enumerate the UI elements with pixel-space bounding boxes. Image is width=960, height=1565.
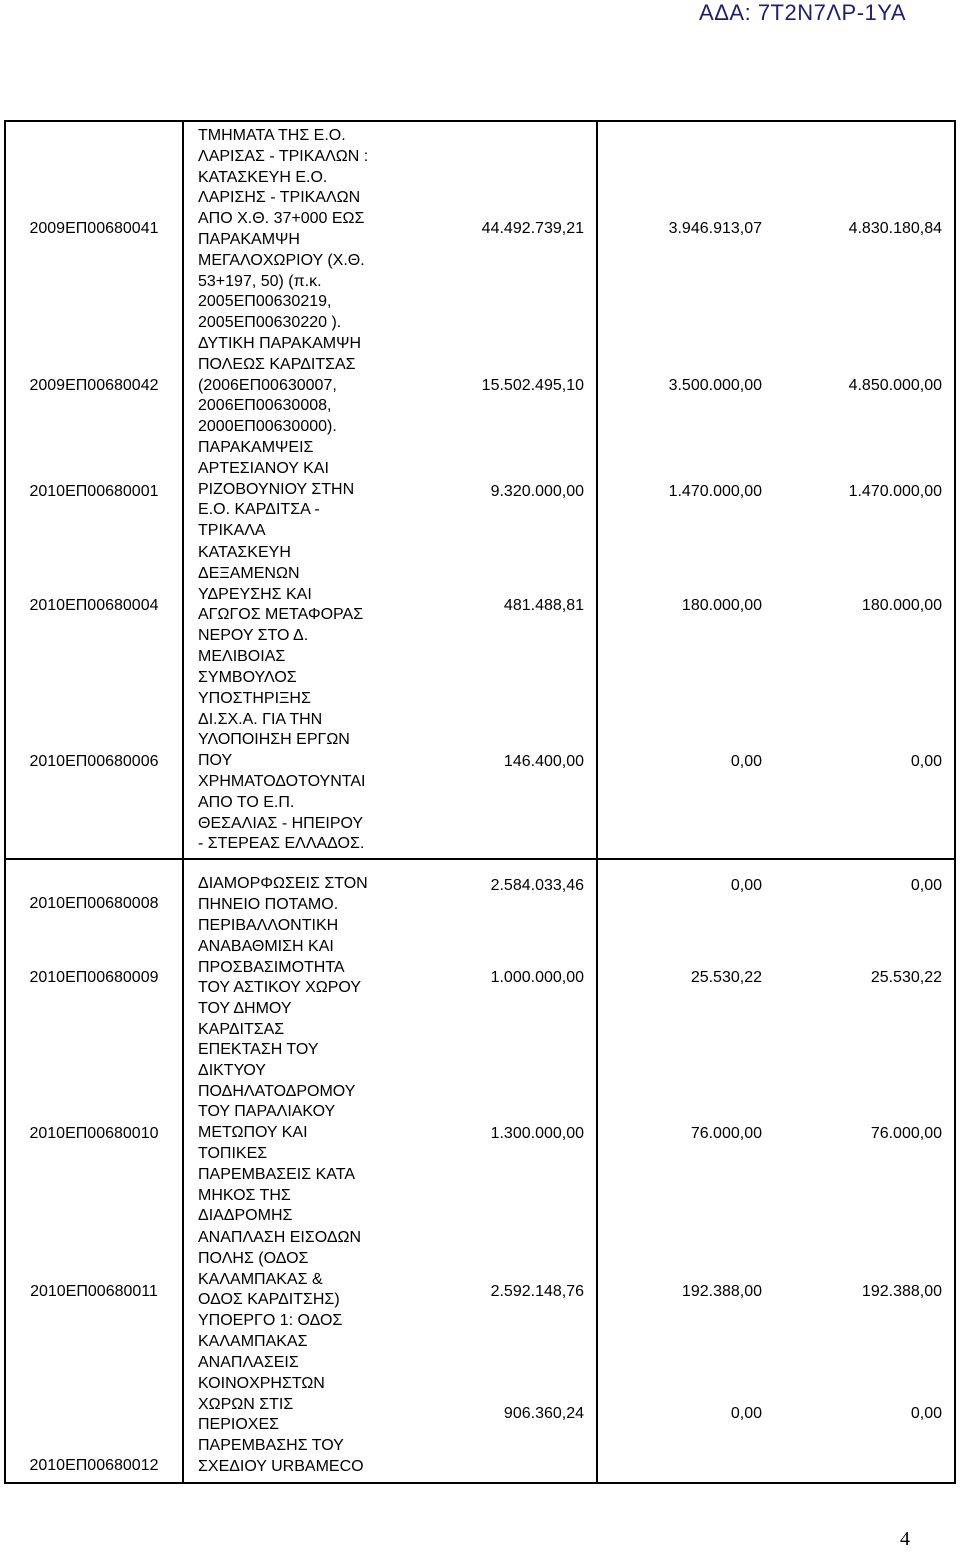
budget-table	[4, 120, 956, 1484]
amount-1: 44.492.739,21	[481, 220, 584, 237]
amount-3: 0,00	[910, 877, 942, 894]
project-code: 2009ΕΠ00680042	[29, 377, 159, 394]
amount-3: 76.000,00	[870, 1125, 942, 1142]
project-description: ΔΙΑΜΟΡΦΩΣΕΙΣ ΣΤΟΝ ΠΗΝΕΙΟ ΠΟΤΑΜΟ.	[198, 875, 368, 913]
project-description: ΚΑΤΑΣΚΕΥΗ ΔΕΞΑΜΕΝΩΝ ΥΔΡΕΥΣΗΣ ΚΑΙ ΑΓΩΓΟΣ ΜΕΤΑΦΟΡΑΣ ΝΕΡΟΥ ΣΤΟ Δ. ΜΕΛΙΒΟΙΑΣ	[198, 544, 364, 665]
amount-1: 146.400,00	[503, 753, 584, 770]
amount-1: 1.000.000,00	[490, 969, 584, 986]
project-description: ΑΝΑΠΛΑΣΗ ΕΙΣΟΔΩΝ ΠΟΛΗΣ (ΟΔΟΣ ΚΑΛΑΜΠΑΚΑΣ & ΟΔΟΣ ΚΑΡΔΙΤΣΗΣ) ΥΠΟΕΡΓΟ 1: ΟΔΟΣ ΚΑΛΑΜΠΑΚΑΣ	[198, 1229, 362, 1350]
project-code: 2010ΕΠ00680011	[30, 1283, 158, 1300]
amount-1: 481.488,81	[503, 597, 584, 614]
amount-2: 25.530,22	[690, 969, 762, 986]
amount-3: 4.850.000,00	[848, 377, 942, 394]
amount-3: 1.470.000,00	[848, 483, 942, 500]
project-description: ΕΠΕΚΤΑΣΗ ΤΟΥ ΔΙΚΤΥΟΥ ΠΟΔΗΛΑΤΟΔΡΟΜΟΥ ΤΟΥ ΠΑΡΑΛΙΑΚΟΥ ΜΕΤΩΠΟΥ ΚΑΙ ΤΟΠΙΚΕΣ ΠΑΡΕΜΒΑΣΕΙΣ ΚΑΤΑ ΜΗΚΟΣ ΤΗΣ ΔΙΑΔΡΟΜΗΣ	[198, 1041, 356, 1225]
amount-2: 0,00	[730, 753, 762, 770]
amount-1: 2.592.148,76	[490, 1283, 584, 1300]
amount-2: 1.470.000,00	[668, 483, 762, 500]
amount-1: 1.300.000,00	[490, 1125, 584, 1142]
amount-3: 0,00	[910, 1405, 942, 1422]
amount-3: 180.000,00	[861, 597, 942, 614]
project-description: ΠΑΡΑΚΑΜΨΕΙΣ ΑΡΤΕΣΙΑΝΟΥ ΚΑΙ ΡΙΖΟΒΟΥΝΙΟΥ ΣΤΗΝ Ε.Ο. ΚΑΡΔΙΤΣΑ - ΤΡΙΚΑΛΑ	[198, 439, 355, 540]
project-description: ΠΕΡΙΒΑΛΛΟΝΤΙΚΗ ΑΝΑΒΑΘΜΙΣΗ ΚΑΙ ΠΡΟΣΒΑΣΙΜΟΤΗΤΑ ΤΟΥ ΑΣΤΙΚΟΥ ΧΩΡΟΥ ΤΟΥ ΔΗΜΟΥ ΚΑΡΔΙΤΣΑΣ	[198, 917, 361, 1038]
amount-3: 192.388,00	[861, 1283, 942, 1300]
page-number: 4	[900, 1528, 910, 1550]
project-code: 2010ΕΠ00680001	[29, 483, 159, 500]
amount-2: 180.000,00	[681, 597, 762, 614]
project-description: ΔΥΤΙΚΗ ΠΑΡΑΚΑΜΨΗ ΠΟΛΕΩΣ ΚΑΡΔΙΤΣΑΣ (2006ΕΠ00630007, 2006ΕΠ00630008, 2000ΕΠ00630000).	[198, 335, 362, 436]
amount-2: 3.500.000,00	[668, 377, 762, 394]
project-description: ΑΝΑΠΛΑΣΕΙΣ ΚΟΙΝΟΧΡΗΣΤΩΝ ΧΩΡΩΝ ΣΤΙΣ ΠΕΡΙΟΧΕΣ ΠΑΡΕΜΒΑΣΗΣ ΤΟΥ ΣΧΕΔΙΟΥ URBAMECO	[198, 1354, 364, 1475]
project-code: 2010ΕΠ00680009	[29, 969, 159, 986]
amount-2: 3.946.913,07	[668, 220, 762, 237]
amount-3: 4.830.180,84	[848, 220, 942, 237]
amount-2: 76.000,00	[690, 1125, 762, 1142]
project-code: 2009ΕΠ00680041	[29, 220, 159, 237]
amount-1: 2.584.033,46	[490, 877, 584, 894]
amount-2: 192.388,00	[681, 1283, 762, 1300]
amount-2: 0,00	[730, 1405, 762, 1422]
amount-3: 0,00	[910, 753, 942, 770]
project-code: 2010ΕΠ00680010	[29, 1125, 159, 1142]
project-code: 2010ΕΠ00680008	[29, 895, 159, 912]
amount-3: 25.530,22	[870, 969, 942, 986]
project-description: ΤΜΗΜΑΤΑ ΤΗΣ Ε.Ο. ΛΑΡΙΣΑΣ - ΤΡΙΚΑΛΩΝ : ΚΑΤΑΣΚΕΥΗ Ε.Ο. ΛΑΡΙΣΗΣ - ΤΡΙΚΑΛΩΝ ΑΠΟ Χ.Θ. 37+000 ΕΩΣ ΠΑΡΑΚΑΜΨΗ ΜΕΓΑΛΟΧΩΡΙΟΥ (Χ.Θ. 53+197, 50) (π.κ. 2005ΕΠ00630219, 2005ΕΠ00630220 ).	[198, 127, 369, 332]
ada-code: ΑΔΑ: 7Τ2Ν7ΛΡ-1ΥΑ	[699, 0, 906, 25]
amount-1: 9.320.000,00	[490, 483, 584, 500]
amount-1: 15.502.495,10	[481, 377, 584, 394]
amount-2: 0,00	[730, 877, 762, 894]
project-description: ΣΥΜΒΟΥΛΟΣ ΥΠΟΣΤΗΡΙΞΗΣ ΔΙ.ΣΧ.Α. ΓΙΑ ΤΗΝ ΥΛΟΠΟΙΗΣΗ ΕΡΓΩΝ ΠΟΥ ΧΡΗΜΑΤΟΔΟΤΟΥΝΤΑΙ ΑΠΟ ΤΟ Ε.Π. ΘΕΣΑΛΙΑΣ - ΗΠΕΙΡΟΥ - ΣΤΕΡΕΑΣ ΕΛΛΑΔΟΣ.	[198, 669, 366, 853]
project-code: 2010ΕΠ00680006	[29, 753, 159, 770]
project-code: 2010ΕΠ00680012	[29, 1457, 159, 1474]
project-code: 2010ΕΠ00680004	[29, 597, 159, 614]
amount-1: 906.360,24	[503, 1405, 584, 1422]
